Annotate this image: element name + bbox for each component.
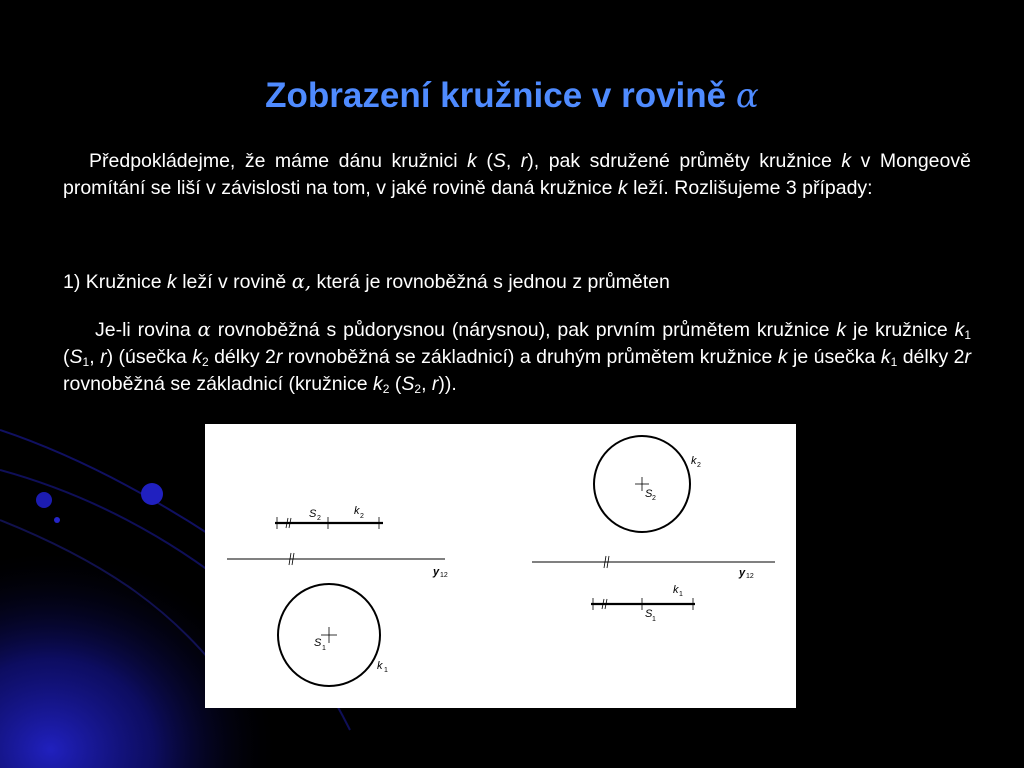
case-description: Je-li rovina α rovnoběžná s půdorysnou (nárysnou), pak prvním průmětem kružnice k je kružnice $k_1$ ($S_1$, r) (úsečka $k_2$ délky 2r rovnoběžná se základnicí) a druhým průmětem kružnice k je úsečka $k_1$ délky 2r rovnoběžná se základnicí (kružnice $k_2$ ($S_2$, r)). [63,318,972,396]
alpha-symbol: α [735,76,759,116]
svg-text:1: 1 [384,667,388,674]
svg-text:1: 1 [679,591,683,598]
left-diagram [227,505,448,686]
svg-text:12: 12 [440,572,448,579]
svg-text:2: 2 [317,515,321,522]
svg-text:1: 1 [322,645,326,652]
svg-text:2: 2 [697,462,701,469]
label-k1-right: k [673,584,679,596]
projection-diagram [205,424,796,708]
case-heading: 1) Kružnice k leží v rovině α, která je rovnoběžná s jednou z průměten [63,270,670,293]
svg-text:1: 1 [652,616,656,623]
label-S2: S [309,508,317,520]
svg-text:12: 12 [746,573,754,580]
label-k2-right: k [691,455,697,467]
slide-title-text: Zobrazení kružnice v rovině [265,76,727,115]
label-S1: S [314,637,322,649]
label-y12-right: y [739,567,746,579]
label-k1: k [377,660,383,672]
monge-projection-figure [205,424,796,708]
slide-title [0,74,1024,118]
right-diagram [532,436,775,623]
label-k2: k [354,505,360,517]
intro-paragraph: Předpokládejme, že máme dánu kružnici k (S, r), pak sdružené průměty kružnice k v Mongeově promítání se liší v závislosti na tom, v jaké rovině daná kružnice k leží. Rozlišujeme 3 případy: [63,150,971,199]
svg-text:2: 2 [360,513,364,520]
svg-text:2: 2 [652,495,656,502]
label-S1-right: S [645,608,653,620]
label-y12: y [433,566,440,578]
label-S2-right: S [645,488,653,500]
